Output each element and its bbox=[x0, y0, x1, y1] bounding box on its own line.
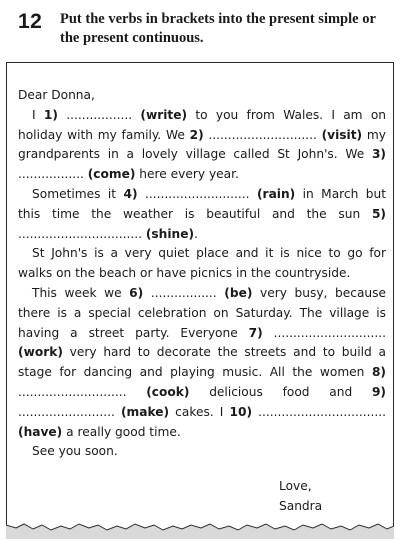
blank-9[interactable]: ......................... bbox=[18, 404, 121, 419]
text: cakes. I bbox=[169, 404, 230, 419]
item-number-8: 8) bbox=[371, 365, 386, 380]
verb-hint-1: (write) bbox=[140, 107, 188, 122]
text: I bbox=[32, 107, 44, 122]
paragraph-1 bbox=[18, 106, 386, 185]
item-number-6: 6) bbox=[129, 285, 144, 300]
text: to you from Wales. I am on holiday with my family. We bbox=[18, 107, 387, 142]
verb-hint-2: (visit) bbox=[321, 127, 363, 142]
text: delicious food and bbox=[189, 384, 372, 399]
letter-body bbox=[18, 86, 386, 462]
verb-hint-4: (rain) bbox=[256, 186, 296, 201]
paragraph-3: St John's is a very quiet place and it is nice to go for walks on the beach or have picnics in the countryside. bbox=[18, 246, 386, 281]
letter-card bbox=[6, 62, 394, 527]
text: here every year. bbox=[135, 167, 239, 182]
verb-hint-7: (work) bbox=[18, 345, 63, 360]
blank-4[interactable]: ........................... bbox=[137, 186, 257, 201]
blank-10[interactable]: ................................. bbox=[252, 404, 386, 419]
item-number-3: 3) bbox=[371, 147, 386, 162]
closing-word: Love, bbox=[279, 479, 312, 493]
exercise-number: 12 bbox=[18, 10, 43, 33]
text: . bbox=[194, 226, 198, 241]
paragraph-2 bbox=[18, 185, 386, 244]
signature: Sandra bbox=[279, 498, 323, 513]
blank-1[interactable]: ................. bbox=[57, 107, 141, 122]
blank-8[interactable]: ............................ bbox=[18, 384, 147, 399]
text: Sometimes it bbox=[32, 186, 124, 201]
item-number-1: 1) bbox=[43, 107, 58, 122]
text: very hard to decorate the streets and to build a stage for dancing and playing music. All the women bbox=[18, 345, 386, 380]
paragraph-5: See you soon. bbox=[32, 444, 118, 459]
blank-2[interactable]: ............................ bbox=[203, 127, 322, 142]
text: a really good time. bbox=[62, 424, 181, 439]
verb-hint-10: (have) bbox=[18, 424, 63, 439]
text: in March but this time the weather is beautiful and the sun bbox=[18, 186, 386, 221]
letter-closing bbox=[279, 477, 322, 517]
text: This week we bbox=[32, 285, 130, 300]
blank-3[interactable]: ................. bbox=[18, 167, 88, 182]
verb-hint-8: (cook) bbox=[146, 384, 190, 399]
item-number-4: 4) bbox=[123, 186, 138, 201]
verb-hint-6: (be) bbox=[224, 285, 253, 300]
paragraph-4 bbox=[18, 284, 386, 442]
blank-7[interactable]: ............................. bbox=[262, 325, 386, 340]
item-number-5: 5) bbox=[371, 206, 386, 221]
item-number-7: 7) bbox=[248, 325, 263, 340]
blank-6[interactable]: ................. bbox=[143, 285, 225, 300]
letter-salutation: Dear Donna, bbox=[18, 88, 95, 102]
verb-hint-9: (make) bbox=[120, 404, 170, 419]
torn-edge bbox=[6, 519, 394, 539]
item-number-10: 10) bbox=[229, 404, 253, 419]
text: my grandparents in a lovely village called St John's. We bbox=[18, 127, 386, 162]
item-number-9: 9) bbox=[371, 384, 386, 399]
text: very busy, because there is a special celebration on Saturday. The village is having a street party. Everyone bbox=[18, 285, 387, 340]
blank-5[interactable]: ................................ bbox=[18, 226, 146, 241]
verb-hint-3: (come) bbox=[87, 167, 136, 182]
item-number-2: 2) bbox=[189, 127, 204, 142]
exercise-instruction: Put the verbs in brackets into the present simple or the present continuous. bbox=[60, 11, 376, 46]
verb-hint-5: (shine) bbox=[145, 226, 195, 241]
